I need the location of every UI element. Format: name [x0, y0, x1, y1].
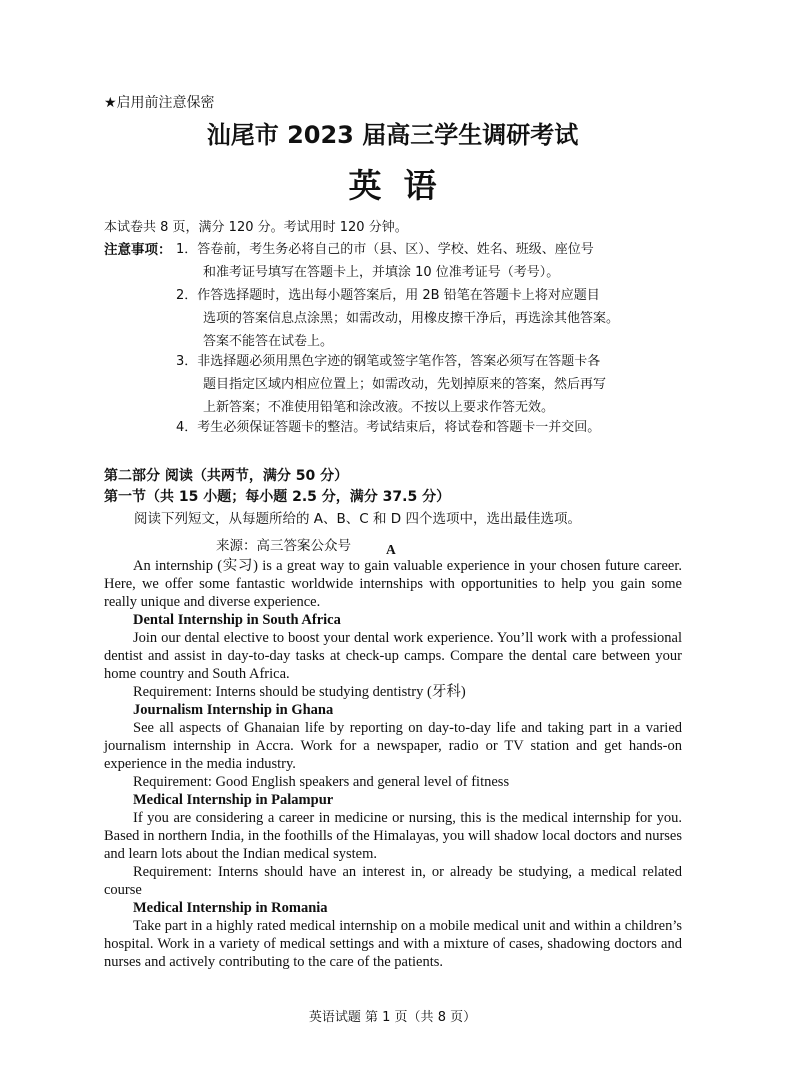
- exam-title: 汕尾市 2023 届高三学生调研考试: [206, 121, 579, 149]
- passage-intro: An internship (实习) is a great way to gain valuable experience in your chosen future career. Here, we offer some fantastic worldwide internships with opportunities to help you gain some really unique and diverse experience.: [104, 558, 682, 610]
- note-line: 3．非选择题必须用黑色字迹的钢笔或签字笔作答，答案必须写在答题卡各: [176, 354, 601, 369]
- internship-body: See all aspects of Ghanaian life by reporting on day-to-day life and taking part in a varied journalism internship in Accra. Work for a newspaper, radio or TV station and get hands-on experience in the media industry.: [104, 720, 682, 772]
- note-line: 选项的答案信息点涂黑；如需改动，用橡皮擦干净后，再选涂其他答案。: [203, 311, 620, 326]
- internship-heading: Journalism Internship in Ghana: [133, 702, 334, 718]
- internship-requirement: Requirement: Good English speakers and general level of fitness: [133, 774, 510, 790]
- note-line: 1．答卷前，考生务必将自己的市（县、区）、学校、姓名、班级、座位号: [176, 242, 594, 257]
- internship-body: Take part in a highly rated medical internship on a mobile medical unit and within a children’s hospital. Work in a variety of medical settings and with a mixture of cases, shadowing doctors and nurses and actively contributing to the care of the patients.: [104, 918, 682, 970]
- internship-body: If you are considering a career in medicine or nursing, this is the medical internship for you. Based in northern India, in the foothills of the Himalayas, you will shadow local doctors and nurses and learn lots about the Indian medical system.: [104, 810, 682, 862]
- internship-body: Join our dental elective to boost your dental work experience. You’ll work with a professional dentist and assist in day-to-day tasks at check-up camps. Compare the dental care between your home country and South Africa.: [104, 630, 682, 682]
- notes-label: 注意事项：: [104, 242, 172, 258]
- passage-a: [104, 557, 682, 971]
- section-heading: 第一节（共 15 小题；每小题 2.5 分，满分 37.5 分）: [104, 489, 451, 505]
- internship-heading: Medical Internship in Palampur: [133, 792, 334, 808]
- note-line: 上新答案；不准使用铅笔和涂改液。不按以上要求作答无效。: [203, 400, 555, 415]
- note-line: 和准考证号填写在答题卡上，并填涂 10 位准考证号（考号）。: [203, 265, 560, 280]
- source-note: 来源：高三答案公众号: [216, 538, 351, 554]
- part-heading: 第二部分 阅读（共两节，满分 50 分）: [104, 468, 349, 484]
- page-footer: 英语试题 第 1 页（共 8 页）: [308, 1010, 477, 1025]
- passage-letter: A: [386, 542, 396, 557]
- subject-title: 英语: [348, 166, 459, 205]
- internship-heading: Dental Internship in South Africa: [133, 612, 341, 628]
- confidential-mark: ★启用前注意保密: [104, 95, 215, 111]
- note-line: 答案不能答在试卷上。: [203, 334, 334, 349]
- note-line: 题目指定区域内相应位置上；如需改动，先划掉原来的答案，然后再写: [203, 377, 607, 392]
- internship-requirement: Requirement: Interns should have an interest in, or already be studying, a medical related course: [104, 864, 682, 898]
- reading-instruction: 阅读下列短文，从每题所给的 A、B、C 和 D 四个选项中，选出最佳选项。: [134, 511, 581, 527]
- internship-heading: Medical Internship in Romania: [133, 900, 328, 916]
- internship-requirement: Requirement: Interns should be studying dentistry (牙科): [133, 684, 466, 700]
- exam-info: 本试卷共 8 页，满分 120 分。考试用时 120 分钟。: [104, 220, 408, 235]
- note-line: 4．考生必须保证答题卡的整洁。考试结束后，将试卷和答题卡一并交回。: [176, 420, 601, 435]
- note-line: 2．作答选择题时，选出每小题答案后，用 2B 铅笔在答题卡上将对应题目: [176, 288, 600, 303]
